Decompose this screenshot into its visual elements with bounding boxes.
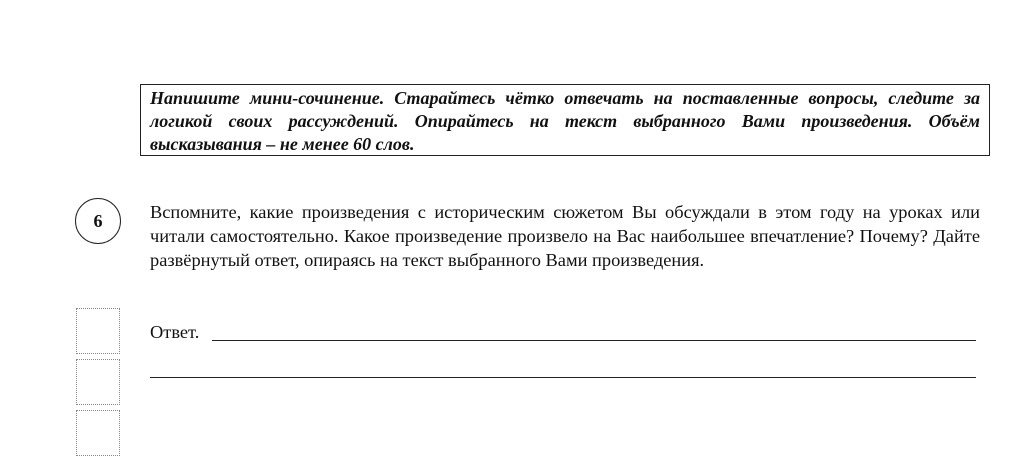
score-box[interactable] bbox=[76, 410, 120, 456]
instruction-text: Напишите мини-сочинение. Старайтесь чётко отвечать на поставленные вопросы, следите за логикой своих рассуждений. Опирайтесь на текст выбранного Вами произведения. Объём высказывания – не менее 60 слов. bbox=[150, 88, 980, 154]
answer-line[interactable] bbox=[212, 340, 976, 341]
score-box[interactable] bbox=[76, 308, 120, 354]
score-box[interactable] bbox=[76, 359, 120, 405]
answer-line[interactable] bbox=[150, 377, 976, 378]
instruction-box bbox=[140, 84, 990, 156]
answer-label: Ответ. bbox=[150, 322, 200, 342]
task-number-badge bbox=[75, 198, 121, 244]
task-question: Вспомните, какие произведения с историческим сюжетом Вы обсуждали в этом году на уроках или читали самостоятельно. Какое произведение произвело на Вас наибольшее впечатление? Почему? Дайте развёрнутый ответ, опираясь на текст выбранного Вами произведения. bbox=[150, 202, 980, 270]
task-number: 6 bbox=[93, 210, 103, 231]
